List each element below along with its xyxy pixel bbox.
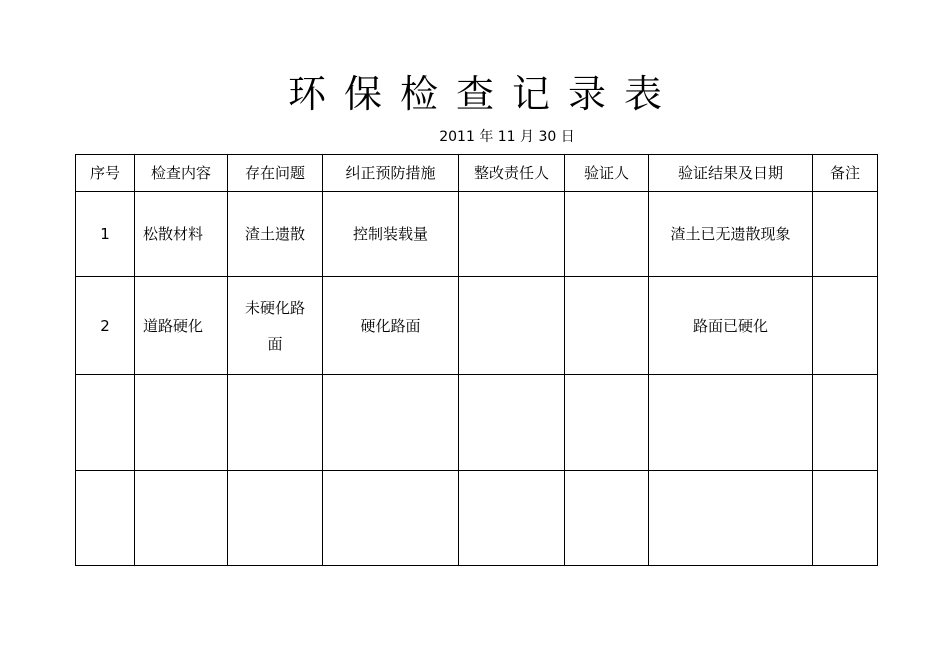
cell-remarks xyxy=(813,192,878,277)
page-title: 环保检查记录表 xyxy=(287,72,680,116)
header-remarks: 备注 xyxy=(813,155,878,192)
header-index: 序号 xyxy=(76,155,135,192)
cell-responsible-person xyxy=(459,471,565,566)
cell-existing-problem-text: 未硬化路面 xyxy=(244,298,305,353)
cell-verification-result xyxy=(649,471,813,566)
cell-verification-result: 渣土已无遗散现象 xyxy=(649,192,813,277)
cell-remarks xyxy=(813,277,878,375)
cell-verifier xyxy=(565,471,649,566)
cell-verifier xyxy=(565,277,649,375)
cell-existing-problem xyxy=(228,277,323,375)
cell-verifier xyxy=(565,375,649,471)
cell-corrective-measures xyxy=(323,375,459,471)
cell-corrective-measures: 硬化路面 xyxy=(323,277,459,375)
table-row xyxy=(76,192,878,277)
header-verifier: 验证人 xyxy=(565,155,649,192)
cell-inspection-content: 松散材料 xyxy=(135,192,228,277)
cell-verification-result: 路面已硬化 xyxy=(649,277,813,375)
cell-index xyxy=(76,375,135,471)
cell-inspection-content xyxy=(135,471,228,566)
cell-index xyxy=(76,471,135,566)
table-row xyxy=(76,375,878,471)
cell-existing-problem xyxy=(228,471,323,566)
header-verification-result: 验证结果及日期 xyxy=(649,155,813,192)
cell-verification-result xyxy=(649,375,813,471)
header-inspection-content: 检查内容 xyxy=(135,155,228,192)
cell-responsible-person xyxy=(459,375,565,471)
record-date: 2011 年 11 月 30 日 xyxy=(439,129,575,145)
cell-inspection-content: 道路硬化 xyxy=(135,277,228,375)
header-responsible-person: 整改责任人 xyxy=(459,155,565,192)
cell-responsible-person xyxy=(459,192,565,277)
cell-remarks xyxy=(813,375,878,471)
cell-index: 1 xyxy=(76,192,135,277)
cell-existing-problem xyxy=(228,375,323,471)
cell-existing-problem: 渣土遗散 xyxy=(228,192,323,277)
inspection-table xyxy=(75,154,878,566)
cell-verifier xyxy=(565,192,649,277)
cell-corrective-measures: 控制装载量 xyxy=(323,192,459,277)
table-row xyxy=(76,277,878,375)
cell-inspection-content xyxy=(135,375,228,471)
cell-index: 2 xyxy=(76,277,135,375)
table-header-row xyxy=(76,155,878,192)
header-existing-problem: 存在问题 xyxy=(228,155,323,192)
table-row xyxy=(76,471,878,566)
cell-responsible-person xyxy=(459,277,565,375)
cell-corrective-measures xyxy=(323,471,459,566)
cell-remarks xyxy=(813,471,878,566)
header-corrective-measures: 纠正预防措施 xyxy=(323,155,459,192)
